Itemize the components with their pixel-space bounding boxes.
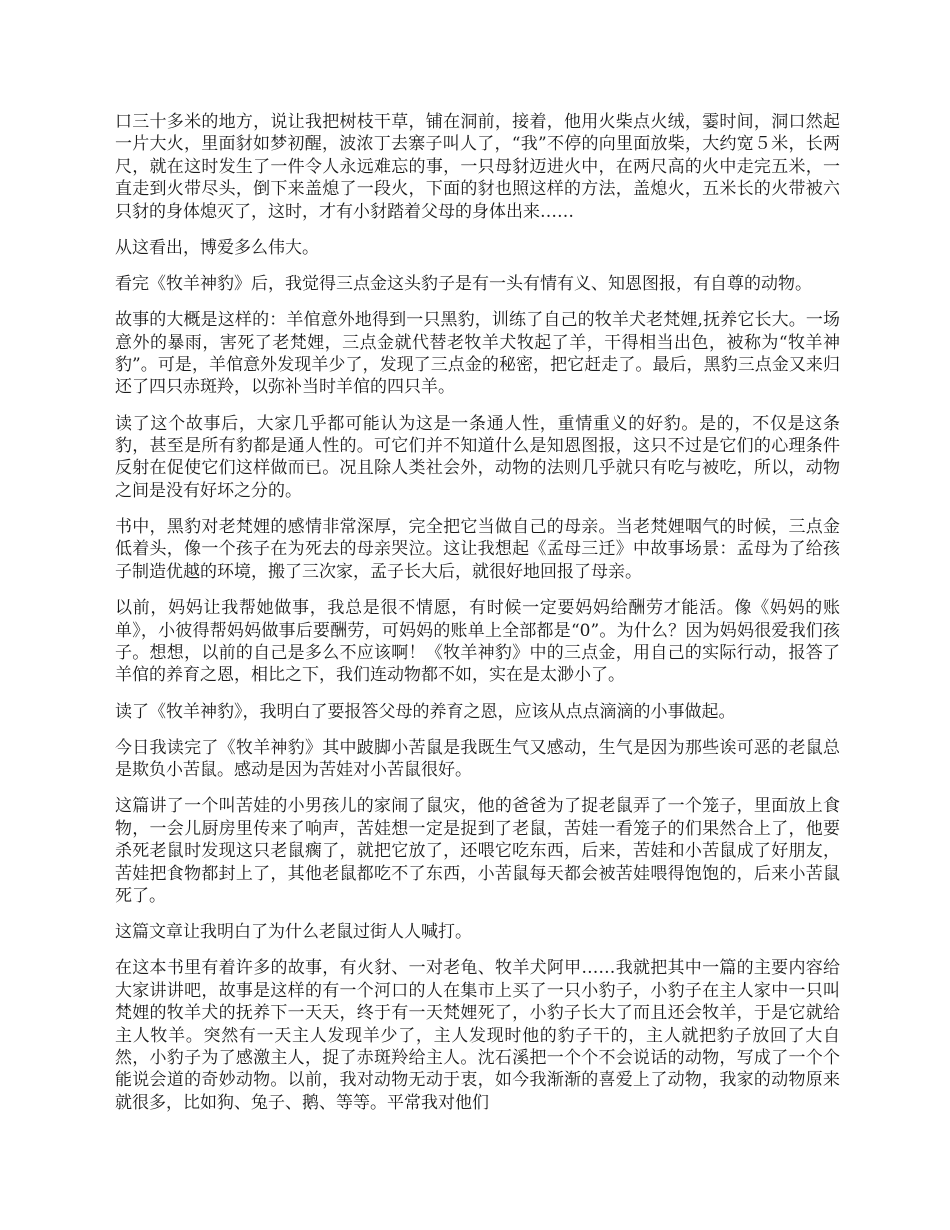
paragraph-1: 口三十多米的地方，说让我把树枝干草，铺在洞前，接着，他用火柴点火绒，霎时间，洞口然起一片大火，里面豺如梦初醒，波浓丁去寨子叫人了，“我”不停的向里面放柴，大约宽５米，长两尺，就在这时发生了一件令人永远难忘的事，一只母豺迈进火中，在两尺高的火中走完五米，一直走到火带尽头，倒下来盖熄了一段火，下面的豺也照这样的方法，盖熄火，五米长的火带被六只豺的身体熄灭了，这时，才有小豺踏着父母的身体出来…… [115, 112, 840, 222]
paragraph-3: 看完《牧羊神豹》后，我觉得三点金这头豹子是有一头有情有义、知恩图报，有自尊的动物。 [115, 274, 812, 295]
paragraph-9: 今日我读完了《牧羊神豹》其中跛脚小苦鼠是我既生气又感动，生气是因为那些诶可恶的老鼠总是欺负小苦鼠。感动是因为苦娃对小苦鼠很好。 [115, 737, 840, 781]
paragraph-10: 这篇讲了一个叫苦娃的小男孩儿的家闹了鼠灾，他的爸爸为了捉老鼠弄了一个笼子，里面放上食物，一会儿厨房里传来了响声，苦娃想一定是捉到了老鼠，苦娃一看笼子的们果然合上了，他要杀死老鼠时发现这只老鼠瘸了，就把它放了，还喂它吃东西，后来，苦娃和小苦鼠成了好朋友，苦娃把食物都封上了，其他老鼠都吃不了东西，小苦鼠每天都会被苦娃喂得饱饱的，后来小苦鼠死了。 [115, 796, 840, 906]
paragraph-4: 故事的大概是这样的：羊倌意外地得到一只黑豹，训练了自己的牧羊犬老梵娌,抚养它长大。一场意外的暴雨，害死了老梵娌，三点金就代替老牧羊犬牧起了羊，干得相当出色，被称为“牧羊神豹”。可是，羊倌意外发现羊少了，发现了三点金的秘密，把它赶走了。最后，黑豹三点金又来归还了四只赤斑羚，以弥补当时羊倌的四只羊。 [115, 310, 840, 398]
paragraph-6: 书中，黑豹对老梵娌的感情非常深厚，完全把它当做自己的母亲。当老梵娌咽气的时候，三点金低着头，像一个孩子在为死去的母亲哭泣。这让我想起《孟母三迁》中故事场景：孟母为了给孩子制造优越的环境，搬了三次家，孟子长大后，就很好地回报了母亲。 [115, 517, 840, 582]
paragraph-5: 读了这个故事后，大家几乎都可能认为这是一条通人性，重情重义的好豹。是的，不仅是这条豹，甚至是所有豹都是通人性的。可它们并不知道什么是知恩图报，这只不过是它们的心理条件反射在促使它们这样做而已。况且除人类社会外，动物的法则几乎就只有吃与被吃，所以，动物之间是没有好坏之分的。 [115, 413, 840, 501]
paragraph-12: 在这本书里有着许多的故事，有火豺、一对老龟、牧羊犬阿甲……我就把其中一篇的主要内容给大家讲讲吧，故事是这样的有一个河口的人在集市上买了一只小豹子，小豹子在主人家中一只叫梵娌的牧羊犬的抚养下一天天，终于有一天梵娌死了，小豹子长大了而且还会牧羊，于是它就给主人牧羊。突然有一天主人发现羊少了，主人发现时他的豹子干的，主人就把豹子放回了大自然，小豹子为了感激主人，捉了赤斑羚给主人。沈石溪把一个个不会说话的动物，写成了一个个能说会道的奇妙动物。以前，我对动物无动于衷，如今我渐渐的喜爱上了动物，我家的动物原来就很多，比如狗、兔子、鹅、等等。平常我对他们 [115, 958, 840, 1113]
paragraph-11: 这篇文章让我明白了为什么老鼠过街人人喊打。 [115, 922, 472, 943]
document-body [115, 111, 840, 1128]
paragraph-7: 以前，妈妈让我帮她做事，我总是很不情愿，有时候一定要妈妈给酬劳才能活。像《妈妈的账单》，小彼得帮妈妈做事后要酬劳，可妈妈的账单上全部都是“0”。为什么？因为妈妈很爱我们孩子。想想，以前的自己是多么不应该啊！《牧羊神豹》中的三点金，用自己的实际行动，报答了羊倌的养育之恩，相比之下，我们连动物都不如，实在是太渺小了。 [115, 598, 840, 686]
paragraph-2: 从这看出，博爱多么伟大。 [115, 237, 319, 258]
paragraph-8: 读了《牧羊神豹》，我明白了要报答父母的养育之恩，应该从点点滴滴的小事做起。 [115, 701, 736, 722]
